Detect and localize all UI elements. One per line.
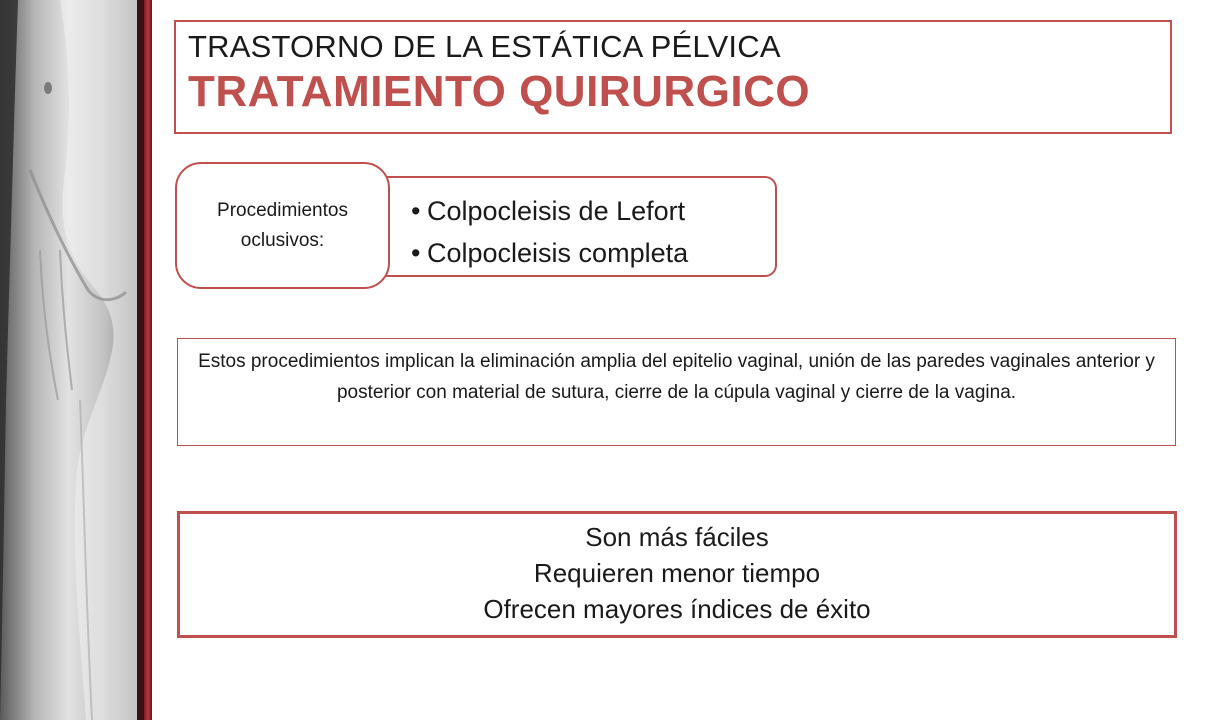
procedures-label-box [175,162,390,289]
advantage-item: Ofrecen mayores índices de éxito [483,594,871,624]
advantage-item: Requieren menor tiempo [533,558,821,588]
procedures-label: Procedimientos oclusivos: [217,199,348,251]
title-box [174,20,1172,134]
procedure-item-label: Colpocleisis completa [427,238,689,268]
procedure-item-label: Colpocleisis de Lefort [427,196,686,226]
bullet-icon: • [411,196,421,226]
procedures-list [355,176,777,277]
advantage-item: Son más fáciles [585,522,769,552]
advantages-box [177,511,1177,638]
decorative-body-photo [0,0,137,720]
sidebar-dark-stripe [137,0,144,720]
page-title: TRATAMIENTO QUIRURGICO [188,67,811,116]
list-item [411,232,775,274]
description-box [177,338,1176,446]
title-subheading: TRASTORNO DE LA ESTÁTICA PÉLVICA [188,29,781,64]
sidebar-red-stripe [144,0,152,720]
list-item [411,190,775,232]
description-text: Estos procedimientos implican la eliminación amplia del epitelio vaginal, unión de las paredes vaginales anterior y posterior con material de sutura, cierre de la cúpula vaginal y cierre de la vagina. [198,351,1155,403]
bullet-icon: • [411,238,421,268]
